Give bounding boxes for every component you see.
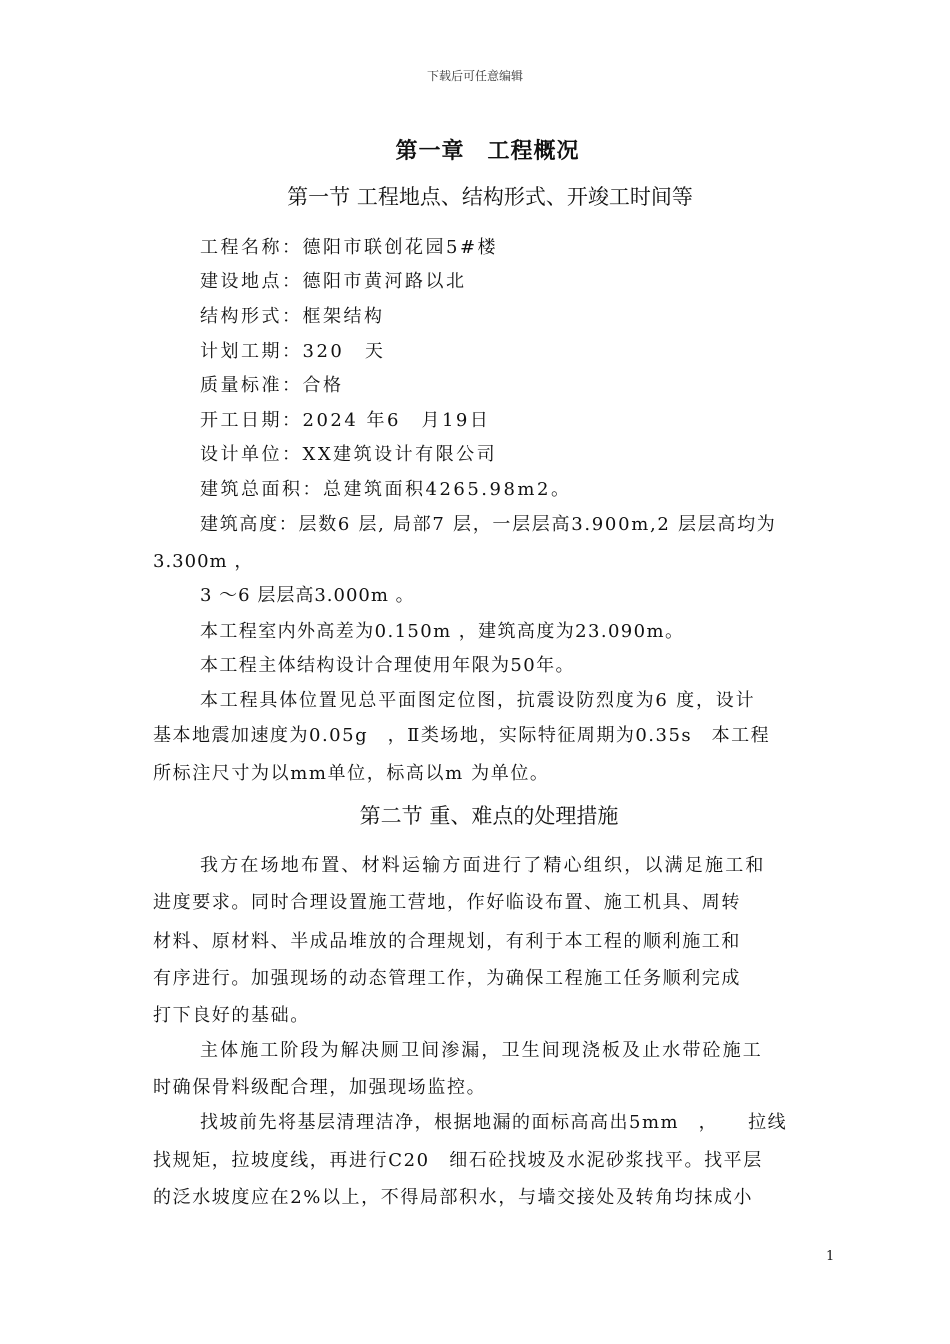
paragraph-line: 本工程室内外高差为0.150m ，建筑高度为23.090m。	[200, 621, 685, 642]
field-start-date: 开工日期：2024 年6 月19日	[200, 410, 491, 431]
section-title-1: 第一节 工程地点、结构形式、开竣工时间等	[287, 185, 693, 209]
field-total-area: 建筑总面积：总建筑面积4265.98m2。	[200, 479, 572, 500]
field-project-name: 工程名称：德阳市联创花园5#楼	[200, 237, 499, 258]
field-design-unit: 设计单位：XX建筑设计有限公司	[200, 444, 498, 465]
paragraph-line: 主体施工阶段为解决厕卫间渗漏，卫生间现浇板及止水带砼施工	[200, 1040, 763, 1061]
paragraph-line: 我方在场地布置、材料运输方面进行了精心组织，以满足施工和	[200, 855, 766, 876]
paragraph-line: 建筑高度：层数6 层, 局部7 层，一层层高3.900m,2 层层高均为	[200, 514, 777, 535]
paragraph-line: 有序进行。加强现场的动态管理工作，为确保工程施工任务顺利完成	[153, 968, 741, 989]
section-title-2: 第二节 重、难点的处理措施	[359, 804, 619, 828]
chapter-title: 第一章 工程概况	[395, 138, 580, 164]
paragraph-line: 3.300m ，	[153, 551, 254, 572]
paragraph-line: 找规矩，拉坡度线，再进行C20 细石砼找坡及水泥砂浆找平。找平层	[153, 1150, 763, 1171]
paragraph-line: 打下良好的基础。	[153, 1005, 310, 1026]
field-quality: 质量标准：合格	[200, 375, 344, 396]
page-header: 下载后可任意编辑	[426, 69, 523, 83]
field-location: 建设地点：德阳市黄河路以北	[200, 271, 467, 292]
field-structure: 结构形式：框架结构	[200, 306, 385, 327]
paragraph-line: 找坡前先将基层清理洁净，根据地漏的面标高高出5mm ， 拉线	[200, 1112, 788, 1133]
paragraph-line: 的泛水坡度应在2%以上，不得局部积水，与墙交接处及转角均抹成小	[153, 1187, 754, 1208]
paragraph-line: 3 ～6 层层高3.000m 。	[200, 585, 415, 606]
paragraph-line: 本工程主体结构设计合理使用年限为50年。	[200, 655, 575, 676]
field-duration: 计划工期：320 天	[200, 341, 386, 362]
paragraph-line: 进度要求。同时合理设置施工营地，作好临设布置、施工机具、周转	[153, 892, 741, 913]
paragraph-line: 所标注尺寸为以mm单位，标高以m 为单位。	[153, 763, 550, 784]
paragraph-line: 基本地震加速度为0.05g ，Ⅱ类场地，实际特征周期为0.35s 本工程	[153, 725, 771, 746]
paragraph-line: 本工程具体位置见总平面图定位图，抗震设防烈度为6 度，设计	[200, 690, 756, 711]
page-number: 1	[826, 1249, 835, 1264]
paragraph-line: 时确保骨料级配合理，加强现场监控。	[153, 1077, 487, 1098]
paragraph-line: 材料、原材料、半成品堆放的合理规划，有利于本工程的顺利施工和	[153, 931, 741, 952]
